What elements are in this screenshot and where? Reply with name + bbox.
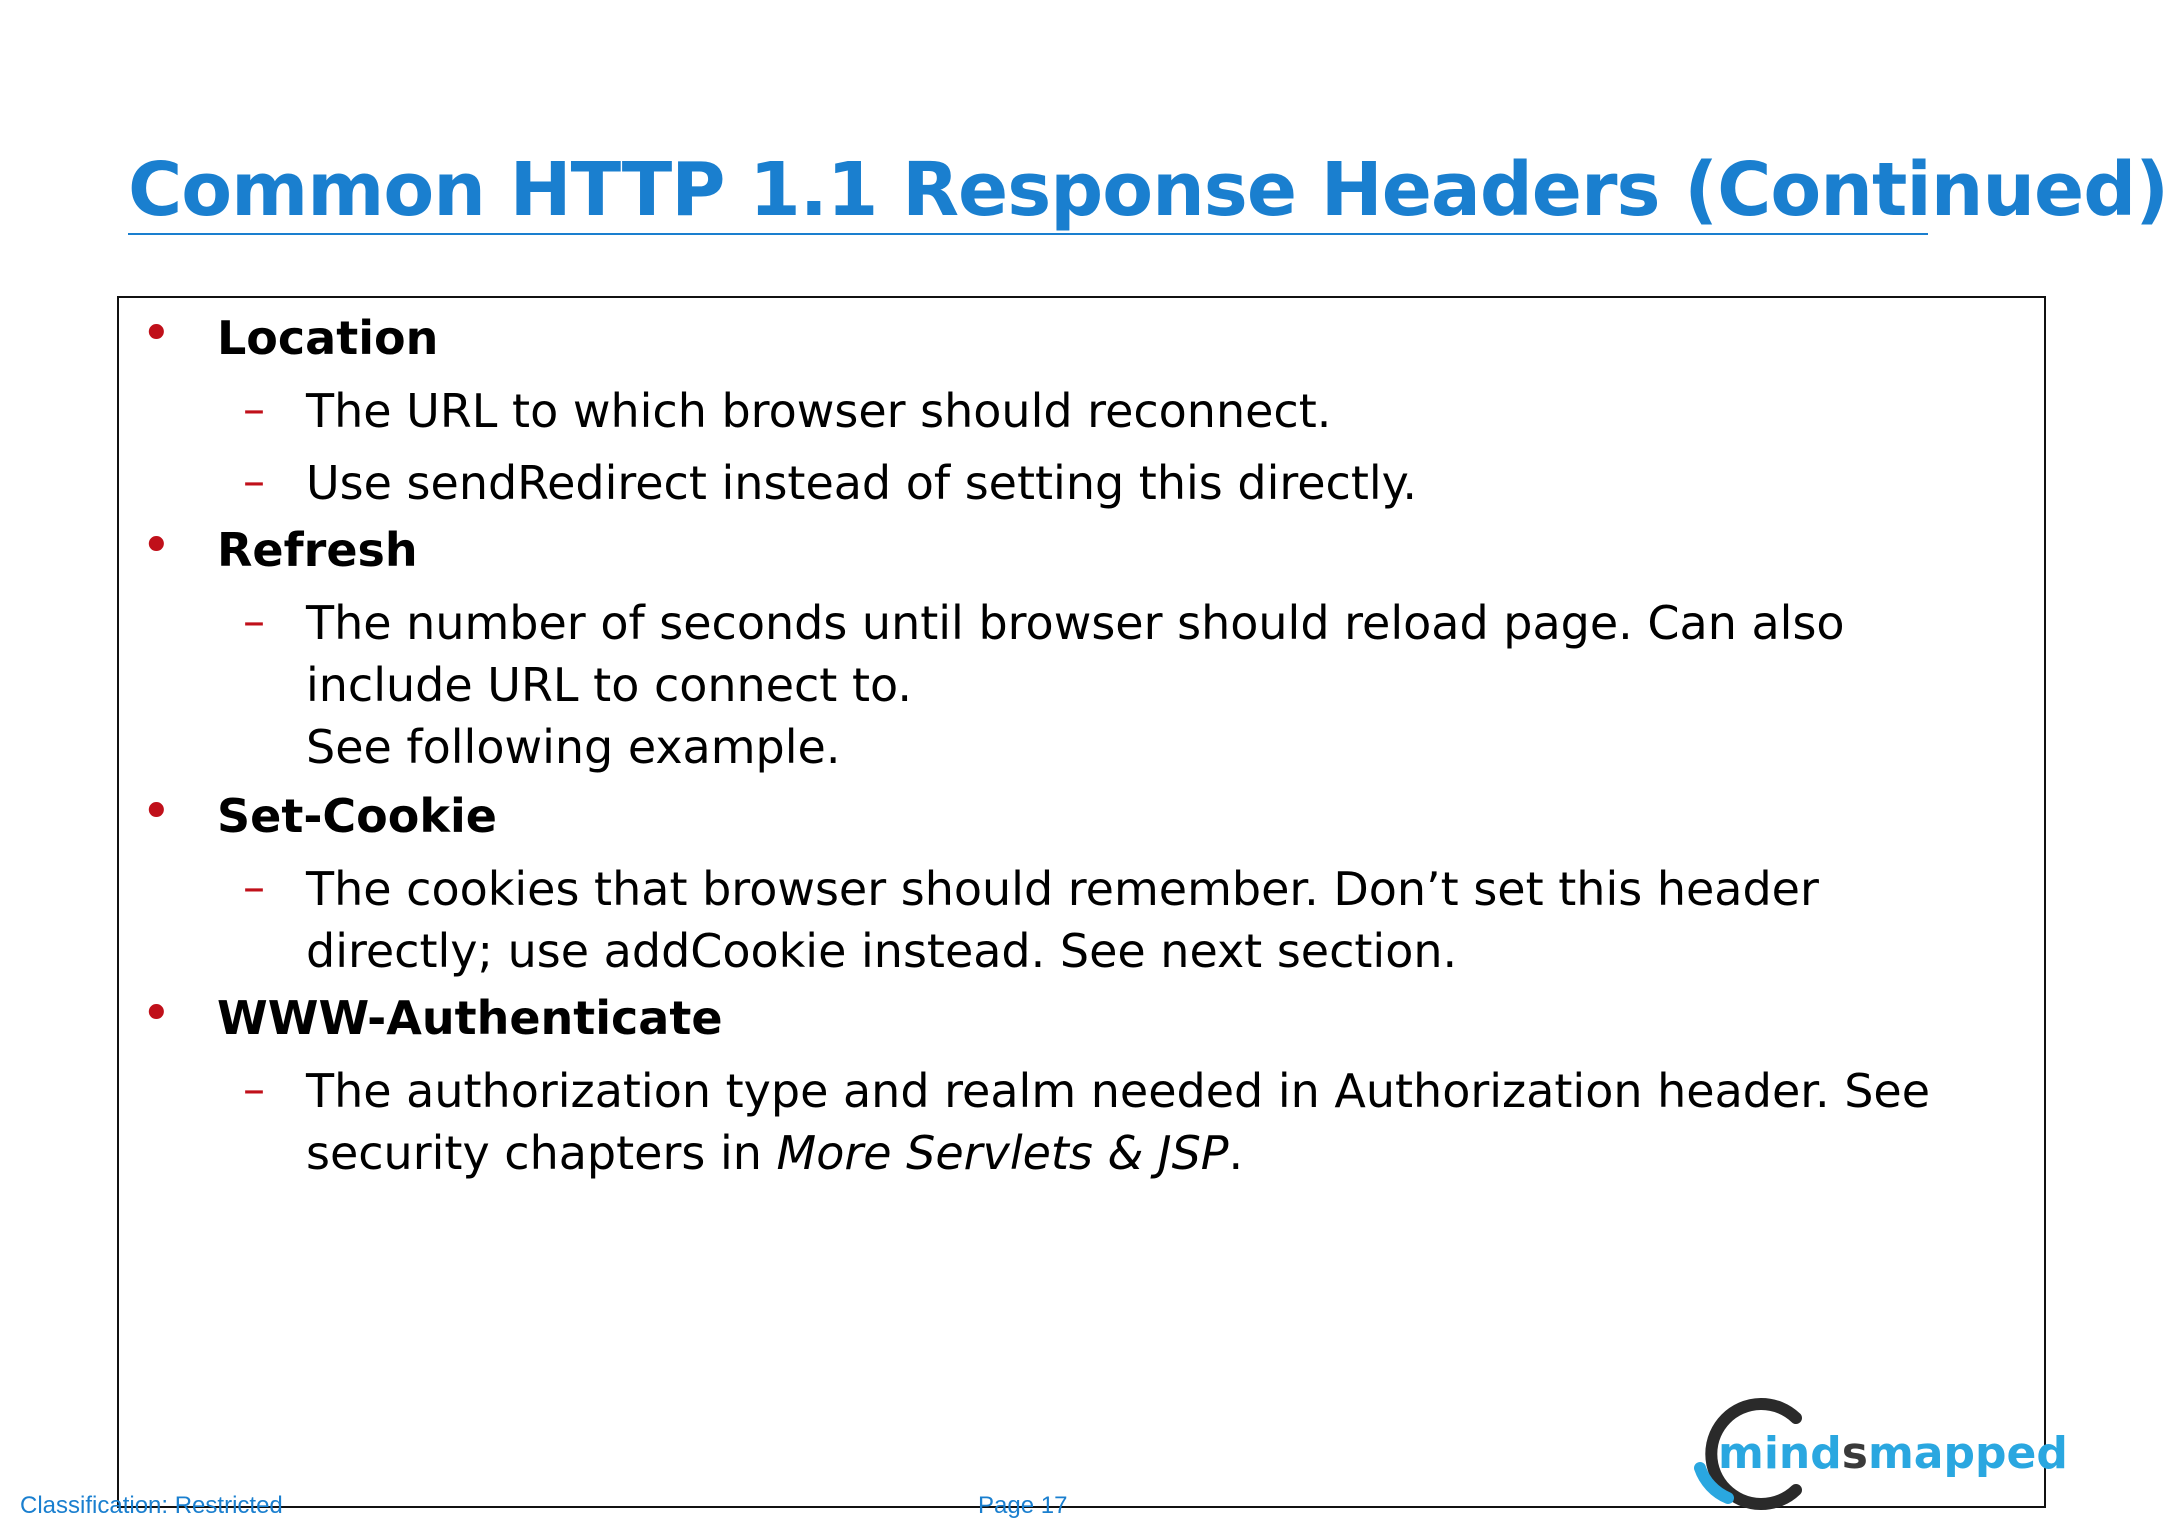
dash-icon: – — [243, 596, 265, 647]
sub-item-text: Use sendRedirect instead of setting this directly. — [306, 456, 1417, 510]
bullet-icon: • — [141, 304, 172, 364]
bullet-icon: • — [141, 782, 172, 842]
bullet-heading: WWW-Authenticate — [217, 991, 723, 1045]
bullet-heading: Refresh — [217, 523, 418, 577]
dash-icon: – — [243, 862, 265, 913]
logo-text-mapped: mapped — [1867, 1428, 2068, 1479]
dash-icon: – — [243, 456, 265, 507]
logo-text-mind: mind — [1718, 1428, 1842, 1479]
sub-item-text: The authorization type and realm needed in Authorization header. See security chapters in More Servlets & JSP. — [306, 1064, 1930, 1180]
content-box — [117, 296, 2046, 1508]
dash-icon: – — [243, 384, 265, 435]
title-underline — [128, 233, 1928, 235]
dash-icon: – — [243, 1064, 265, 1115]
bullet-heading: Set-Cookie — [217, 789, 497, 843]
sub-item-text: The cookies that browser should remember. Don’t set this header directly; use addCookie instead. See next section. — [306, 862, 1819, 978]
mindsmapped-logo — [1688, 1398, 2068, 1510]
footer-classification: Classification: Restricted — [20, 1492, 283, 1519]
bullet-icon: • — [141, 984, 172, 1044]
footer-page-number: Page 17 — [978, 1492, 1068, 1519]
sub-item-text: The number of seconds until browser should reload page. Can also include URL to connect to. See following example. — [306, 596, 1845, 774]
slide-title: Common HTTP 1.1 Response Headers (Continued) — [128, 147, 2168, 233]
text-run: security chapters in — [306, 1126, 777, 1180]
sub-item-text: The URL to which browser should reconnect. — [306, 384, 1332, 438]
svg-text:mindsmapped — [1718, 1428, 2068, 1479]
bullet-icon: • — [141, 516, 172, 576]
logo-text-s: s — [1841, 1428, 1868, 1479]
book-title: More Servlets & JSP — [776, 1126, 1229, 1180]
bullet-heading: Location — [217, 311, 439, 365]
text-run: . — [1228, 1126, 1244, 1180]
